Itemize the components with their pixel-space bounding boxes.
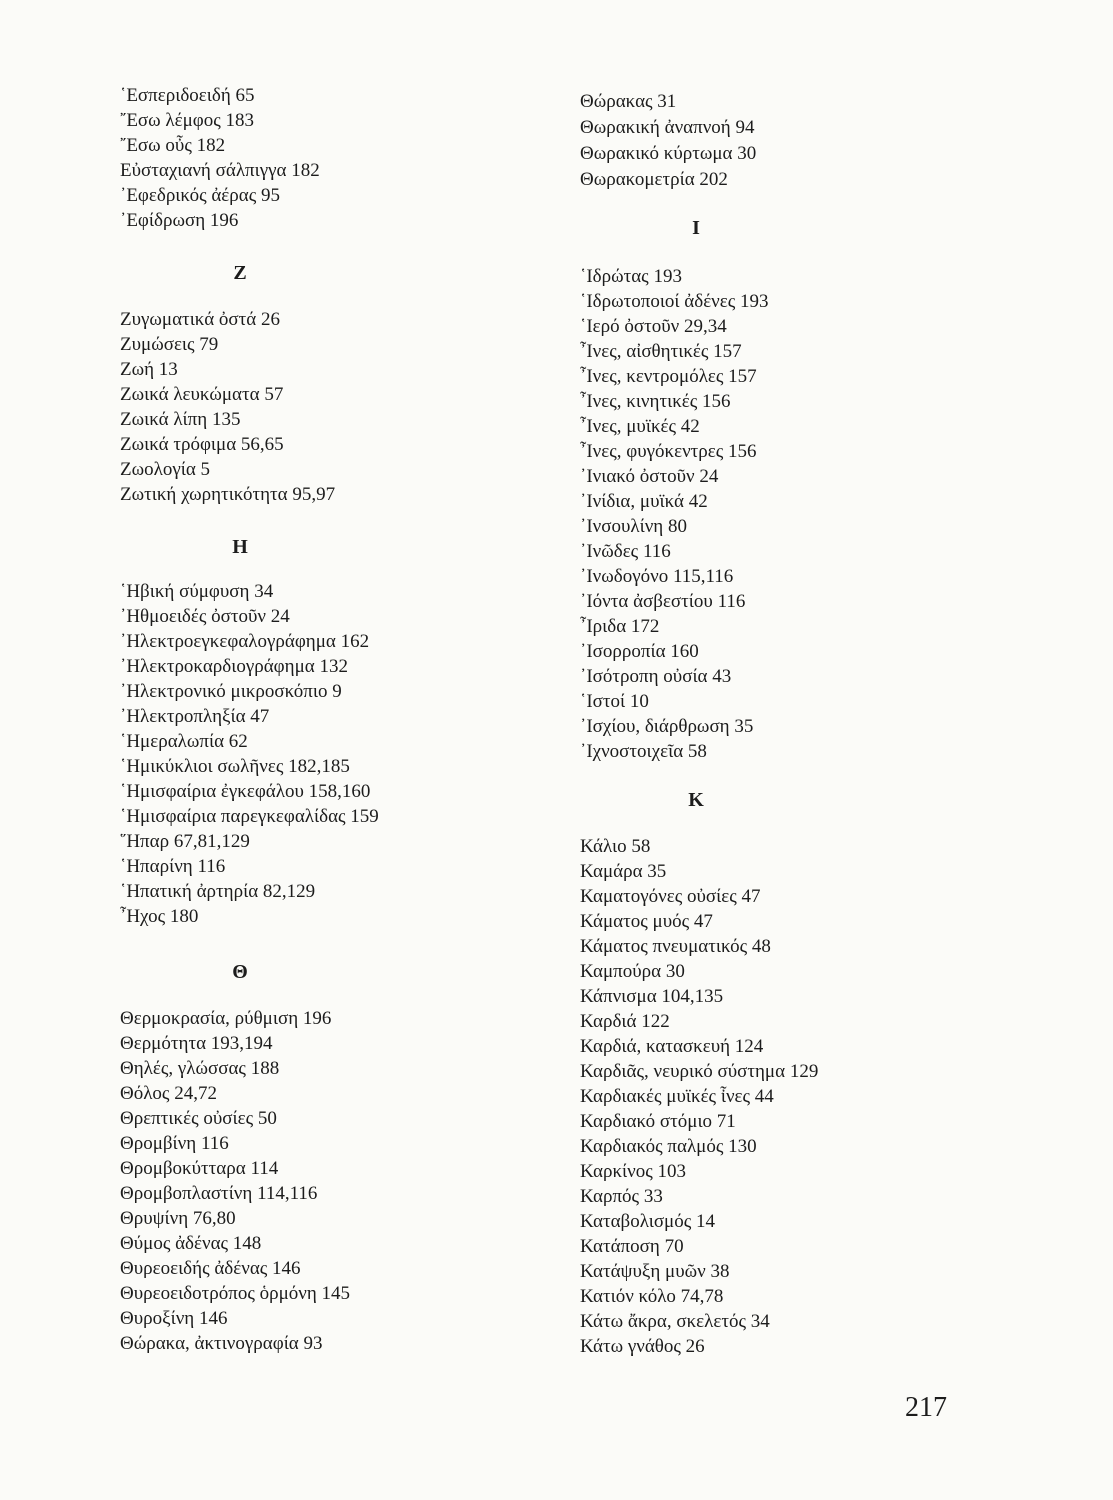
index-entry: ᾿Ηθμοειδές ὀστοῦν 24 — [120, 606, 290, 627]
index-entry: Κάτω ἄκρα, σκελετός 34 — [580, 1311, 770, 1332]
index-entry: Θρομβοπλαστίνη 114,116 — [120, 1183, 318, 1204]
index-entry: ᾿Ηλεκτροκαρδιογράφημα 132 — [120, 656, 348, 677]
index-entry: ῾Ημισφαίρια παρεγκεφαλίδας 159 — [120, 806, 379, 827]
index-entry: ῾Ηπατική ἀρτηρία 82,129 — [120, 881, 316, 902]
index-entry: ῏Ινες, φυγόκεντρες 156 — [580, 441, 757, 462]
index-entry: ᾿Ινωδογόνο 115,116 — [580, 566, 734, 587]
index-entry: Ζωολογία 5 — [120, 459, 211, 480]
index-entry: Θερμοκρασία, ρύθμιση 196 — [120, 1008, 332, 1029]
index-entry: Κατάψυξη μυῶν 38 — [580, 1261, 730, 1282]
index-entry: ῏Ινες, κινητικές 156 — [580, 391, 731, 412]
index-entry: ῾Ημεραλωπία 62 — [120, 731, 248, 752]
index-entry: ᾿Ινῶδες 116 — [580, 541, 671, 562]
index-entry: ῏Ινες, μυϊκές 42 — [580, 416, 700, 437]
index-entry: ᾿Ινσουλίνη 80 — [580, 516, 687, 537]
page-number: 217 — [905, 1392, 947, 1423]
index-entry: Καρδιά, κατασκευή 124 — [580, 1036, 764, 1057]
index-entry: Θώρακα, ἀκτινογραφία 93 — [120, 1333, 323, 1354]
section-heading-k: Κ — [688, 789, 704, 811]
index-entry: Κάματος μυός 47 — [580, 911, 713, 932]
index-entry: ῾Ηβική σύμφυση 34 — [120, 581, 274, 602]
index-entry: ᾿Ισορροπία 160 — [580, 641, 699, 662]
index-entry: ᾿Εφεδρικός ἀέρας 95 — [120, 185, 280, 206]
index-entry: Θύμος ἀδένας 148 — [120, 1233, 262, 1254]
index-entry: ῾Ημισφαίρια ἐγκεφάλου 158,160 — [120, 781, 371, 802]
index-entry: ᾿Ιχνοστοιχεῖα 58 — [580, 741, 707, 762]
index-entry: Θωρακομετρία 202 — [580, 169, 728, 190]
index-entry: Κάπνισμα 104,135 — [580, 986, 724, 1007]
index-entry: ῏Ινες, αἰσθητικές 157 — [580, 341, 742, 362]
index-entry: Καρδιακές μυϊκές ἶνες 44 — [580, 1086, 774, 1107]
index-entry: Ζυμώσεις 79 — [120, 334, 219, 355]
index-entry: ῾Εσπεριδοειδή 65 — [120, 85, 255, 106]
index-entry: Καρπός 33 — [580, 1186, 663, 1207]
index-entry: ῾Ιδρώτας 193 — [580, 266, 682, 287]
index-entry: Θωρακική ἀναπνοή 94 — [580, 117, 755, 138]
index-entry: Θυρεοειδοτρόπος ὁρμόνη 145 — [120, 1283, 351, 1304]
index-entry: Θυροξίνη 146 — [120, 1308, 228, 1329]
index-entry: ῎Εσω οὖς 182 — [120, 135, 226, 156]
index-entry: ᾿Ισχίου, διάρθρωση 35 — [580, 716, 754, 737]
index-entry: Ζωικά λίπη 135 — [120, 409, 241, 430]
index-entry: ᾿Ηλεκτροπληξία 47 — [120, 706, 270, 727]
index-entry: ῾Ιδρωτοποιοί ἀδένες 193 — [580, 291, 769, 312]
index-entry: Κάτω γνάθος 26 — [580, 1336, 705, 1357]
section-heading-i: Ι — [692, 217, 700, 239]
index-entry: ᾿Ιόντα ἀσβεστίου 116 — [580, 591, 746, 612]
index-entry: Θρομβοκύτταρα 114 — [120, 1158, 279, 1179]
index-entry: Εὐσταχιανή σάλπιγγα 182 — [120, 160, 320, 181]
index-entry: ῾Ηπαρίνη 116 — [120, 856, 226, 877]
index-entry: Κατιόν κόλο 74,78 — [580, 1286, 724, 1307]
index-entry: ῞Ηπαρ 67,81,129 — [120, 831, 250, 852]
index-entry: Θρεπτικές οὐσίες 50 — [120, 1108, 277, 1129]
index-entry: Καρδιακό στόμιο 71 — [580, 1111, 736, 1132]
index-entry: Καματογόνες οὐσίες 47 — [580, 886, 761, 907]
index-entry: Κάλιο 58 — [580, 836, 651, 857]
index-entry: ῾Ιερό ὀστοῦν 29,34 — [580, 316, 727, 337]
index-entry: Θρυψίνη 76,80 — [120, 1208, 236, 1229]
index-entry: Θερμότητα 193,194 — [120, 1033, 273, 1054]
index-entry: ᾿Εφίδρωση 196 — [120, 210, 239, 231]
index-entry: Καρδιακός παλμός 130 — [580, 1136, 757, 1157]
index-entry: ᾿Ινιακό ὀστοῦν 24 — [580, 466, 719, 487]
index-entry: ᾿Ηλεκτρονικό μικροσκόπιο 9 — [120, 681, 342, 702]
index-entry: ᾿Ισότροπη οὐσία 43 — [580, 666, 732, 687]
index-entry: Κάματος πνευματικός 48 — [580, 936, 771, 957]
section-heading-h: Η — [232, 536, 248, 558]
index-entry: ῏Ηχος 180 — [120, 906, 199, 927]
index-entry: ᾿Ινίδια, μυϊκά 42 — [580, 491, 708, 512]
index-entry: Ζυγωματικά ὀστά 26 — [120, 309, 280, 330]
index-entry: Ζωικά τρόφιμα 56,65 — [120, 434, 284, 455]
index-entry: ῏Ινες, κεντρομόλες 157 — [580, 366, 757, 387]
index-entry: ᾿Ηλεκτροεγκεφαλογράφημα 162 — [120, 631, 370, 652]
index-entry: ῾Ιστοί 10 — [580, 691, 649, 712]
index-entry: Καταβολισμός 14 — [580, 1211, 716, 1232]
index-entry: Καμάρα 35 — [580, 861, 667, 882]
index-entry: Ζωικά λευκώματα 57 — [120, 384, 284, 405]
index-entry: Θυρεοειδής ἀδένας 146 — [120, 1258, 301, 1279]
section-heading-z: Ζ — [233, 262, 247, 284]
index-entry: ῎Εσω λέμφος 183 — [120, 110, 255, 131]
index-entry: Θώρακας 31 — [580, 91, 677, 112]
index-entry: Καμπούρα 30 — [580, 961, 685, 982]
index-entry: Ζωή 13 — [120, 359, 178, 380]
section-heading-th: Θ — [232, 961, 248, 983]
index-entry: Θωρακικό κύρτωμα 30 — [580, 143, 757, 164]
index-entry: Κατάποση 70 — [580, 1236, 684, 1257]
index-entry: Θηλές, γλώσσας 188 — [120, 1058, 280, 1079]
index-entry: Ζωτική χωρητικότητα 95,97 — [120, 484, 336, 505]
index-entry: ῾Ημικύκλιοι σωλῆνες 182,185 — [120, 756, 350, 777]
index-entry: ῏Ιριδα 172 — [580, 616, 660, 637]
index-entry: Καρδιά 122 — [580, 1011, 670, 1032]
index-entry: Θόλος 24,72 — [120, 1083, 217, 1104]
index-entry: Καρκίνος 103 — [580, 1161, 687, 1182]
index-entry: Καρδιᾶς, νευρικό σύστημα 129 — [580, 1061, 819, 1082]
index-entry: Θρομβίνη 116 — [120, 1133, 229, 1154]
